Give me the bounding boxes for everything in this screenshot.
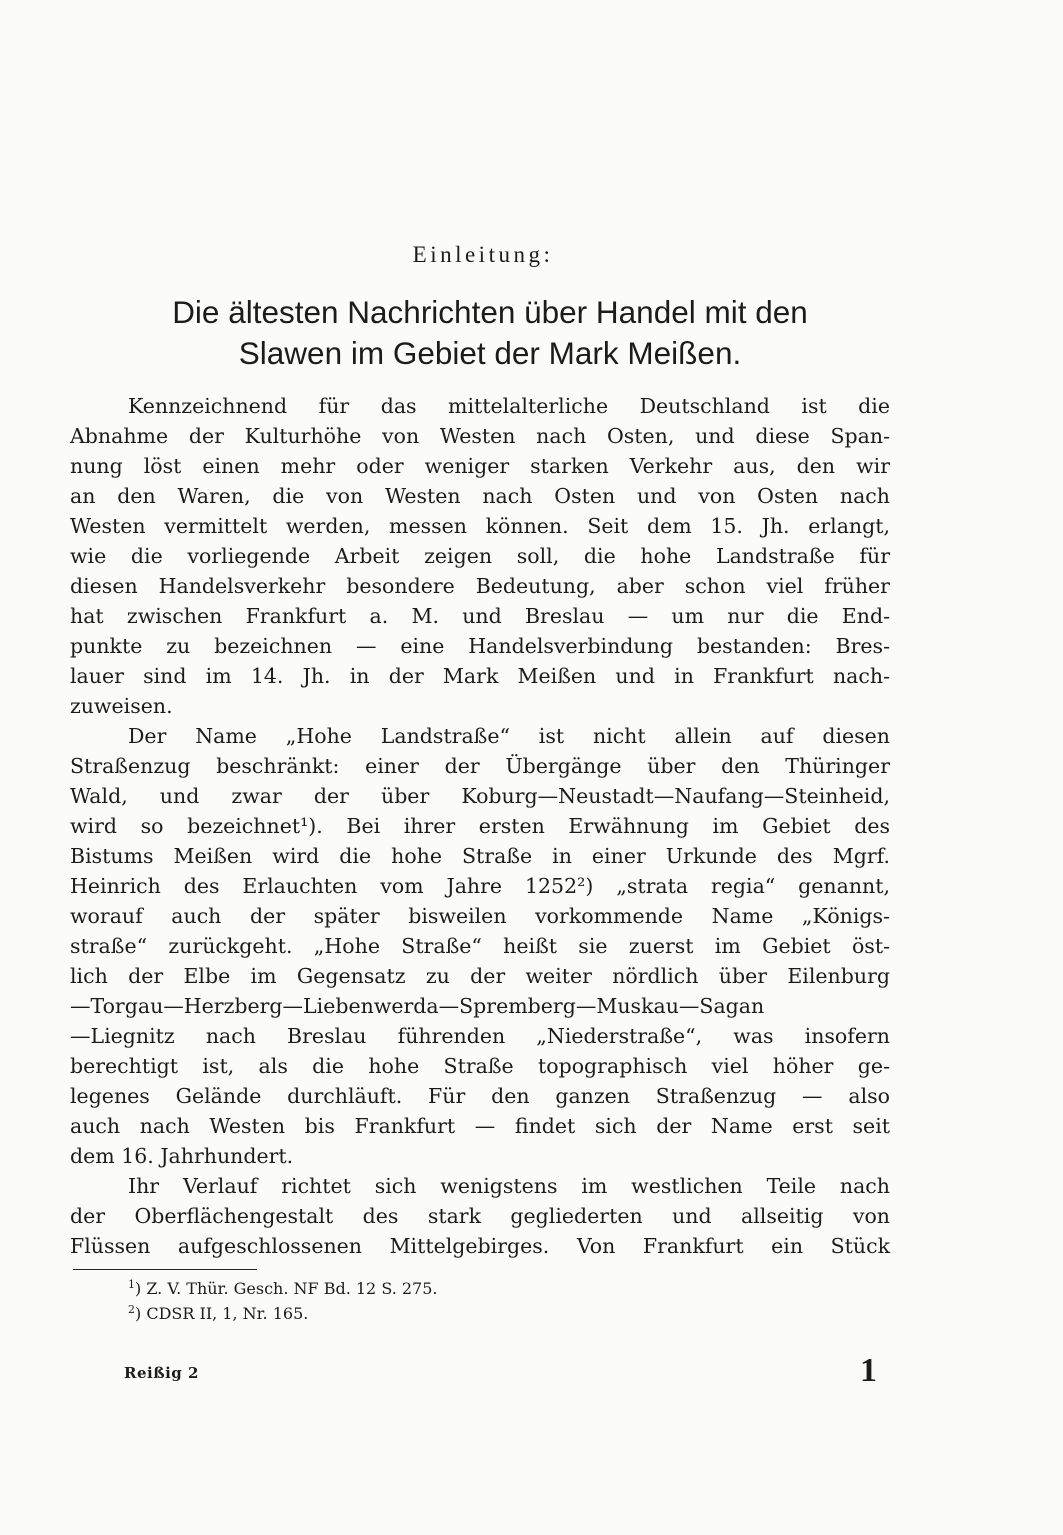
footnote-1 xyxy=(128,1276,438,1301)
text-line: lauer sind im 14. Jh. in der Mark Meißen und in Frankfurt nach- xyxy=(70,664,890,688)
footnote-mark: 1 xyxy=(128,1278,135,1291)
footnote-text: ) Z. V. Thür. Gesch. NF Bd. 12 S. 275. xyxy=(135,1279,438,1298)
text-line: lich der Elbe im Gegensatz zu der weiter nördlich über Eilenburg xyxy=(70,964,890,988)
text-line: straße“ zurückgeht. „Hohe Straße“ heißt sie zuerst im Gebiet öst- xyxy=(70,934,890,958)
text-line: Ihr Verlauf richtet sich wenigstens im westlichen Teile nach xyxy=(128,1174,890,1198)
text-line: Wald, und zwar der über Koburg—Neustadt—Naufang—Steinheid, xyxy=(70,784,890,808)
text-line: nung löst einen mehr oder weniger starken Verkehr aus, den wir xyxy=(70,454,890,478)
text-line: Flüssen aufgeschlossenen Mittelgebirges. Von Frankfurt ein Stück xyxy=(70,1234,890,1258)
body-text xyxy=(70,391,890,1261)
text-line: Der Name „Hohe Landstraße“ ist nicht allein auf diesen xyxy=(128,724,890,748)
text-line: legenes Gelände durchläuft. Für den ganzen Straßenzug — also xyxy=(70,1084,890,1108)
section-kicker: Einleitung: xyxy=(412,242,554,267)
text-line: auch nach Westen bis Frankfurt — findet sich der Name erst seit xyxy=(70,1114,890,1138)
text-line: Abnahme der Kulturhöhe von Westen nach Osten, und diese Span- xyxy=(70,424,890,448)
chapter-title-line-2: Slawen im Gebiet der Mark Meißen. xyxy=(238,335,742,371)
chapter-title-line-1: Die ältesten Nachrichten über Handel mit den xyxy=(172,294,808,330)
text-line: punkte zu bezeichnen — eine Handelsverbindung bestanden: Bres- xyxy=(70,634,890,658)
text-line: berechtigt ist, als die hohe Straße topographisch viel höher ge- xyxy=(70,1054,890,1078)
text-line: zuweisen. xyxy=(70,694,173,718)
text-line: Westen vermittelt werden, messen können. Seit dem 15. Jh. erlangt, xyxy=(70,514,890,538)
text-line: Kennzeichnend für das mittelalterliche Deutschland ist die xyxy=(128,394,890,418)
text-line: Heinrich des Erlauchten vom Jahre 1252²) „strata regia“ genannt, xyxy=(70,874,890,898)
text-line: —Torgau—Herzberg—Liebenwerda—Spremberg—Muskau—Sagan xyxy=(70,994,765,1018)
paragraph-3 xyxy=(70,1171,890,1261)
footnote-divider xyxy=(73,1269,257,1270)
text-line: diesen Handelsverkehr besondere Bedeutung, aber schon viel früher xyxy=(70,574,890,598)
page-number: 1 xyxy=(860,1352,877,1389)
footnote-text: ) CDSR II, 1, Nr. 165. xyxy=(135,1304,309,1323)
text-line: der Oberflächengestalt des stark gegliederten und allseitig von xyxy=(70,1204,890,1228)
text-line: worauf auch der später bisweilen vorkommende Name „Königs- xyxy=(70,904,890,928)
paragraph-2 xyxy=(70,721,890,1171)
text-line: an den Waren, die von Westen nach Osten und von Osten nach xyxy=(70,484,890,508)
text-line: wie die vorliegende Arbeit zeigen soll, die hohe Landstraße für xyxy=(70,544,890,568)
text-line: dem 16. Jahrhundert. xyxy=(70,1144,294,1168)
text-line: Straßenzug beschränkt: einer der Übergänge über den Thüringer xyxy=(70,754,890,778)
printer-signature: Reißig 2 xyxy=(124,1364,199,1382)
text-line: —Liegnitz nach Breslau führenden „Niederstraße“, was insofern xyxy=(70,1024,890,1048)
text-line: Bistums Meißen wird die hohe Straße in einer Urkunde des Mgrf. xyxy=(70,844,890,868)
paragraph-1 xyxy=(70,391,890,721)
text-line: hat zwischen Frankfurt a. M. und Breslau — um nur die End- xyxy=(70,604,890,628)
footnote-2 xyxy=(128,1301,438,1326)
text-line: wird so bezeichnet¹). Bei ihrer ersten Erwähnung im Gebiet des xyxy=(70,814,890,838)
chapter-title xyxy=(100,292,880,374)
footnote-mark: 2 xyxy=(128,1303,135,1316)
footnotes xyxy=(128,1276,438,1326)
